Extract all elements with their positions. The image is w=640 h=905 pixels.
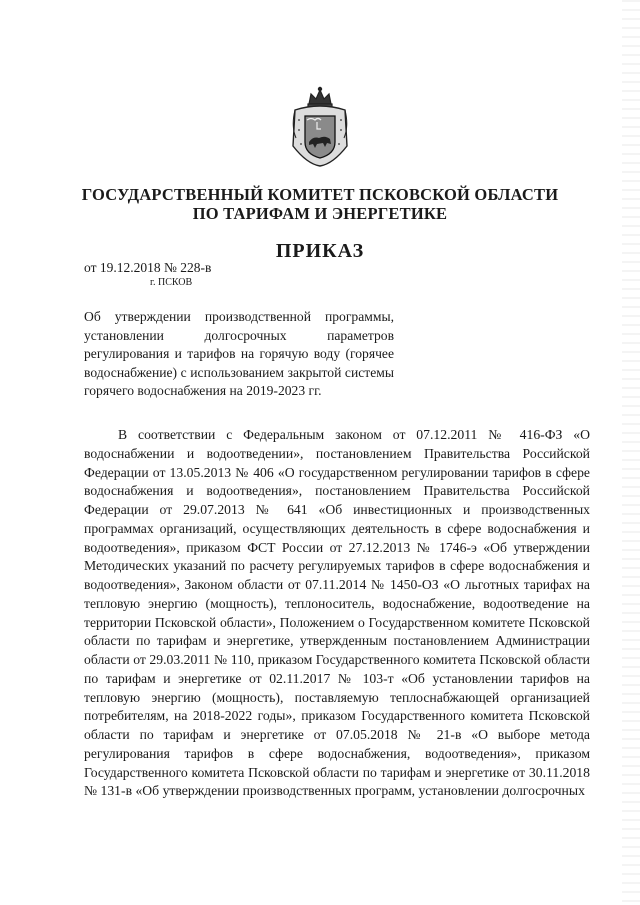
order-date-number: от 19.12.2018 № 228-в bbox=[84, 260, 212, 275]
committee-name bbox=[60, 185, 580, 223]
body-paragraph: В соответствии с Федеральным законом от 07.12.2011 № 416-ФЗ «О водоснабжении и водоотведении», постановлением Правительства Российской Федерации от 13.05.2013 № 406 «О государственном регулировании тарифов в сфере водоснабжения и водоотведения», постановлением Правительства Российской Федерации от 29.07.2013 № 641 «Об инвестиционных и производственных программах организаций, осуществляющих деятельность в сфере водоснабжения и водоотведения», приказом ФСТ России от 27.12.2013 № 1746-э «Об утверждении Методических указаний по расчету регулируемых тарифов в сфере водоснабжения и водоотведения», Законом области от 07.11.2014 № 1450-ОЗ «О льготных тарифах на тепловую энергию (мощность), теплоноситель, водоснабжение, водоотведение на территории Псковской области», Положением о Государственном комитете Псковской области по тарифам и энергетике, утвержденным постановлением Администрации области от 29.03.2011 № 110, приказом Государственного комитета Псковской области по тарифам и энергетике от 02.11.2017 № 103-т «Об установлении тарифов на тепловую энергию (мощность), поставляемую теплоснабжающей организацией потребителям, на 2018-2022 годы», приказом Государственного комитета Псковской области по тарифам и энергетике от 07.05.2018 № 21-в «О выборе метода регулирования тарифов в сфере водоснабжения, водоотведения», приказом Государственного комитета Псковской области по тарифам и энергетике от 30.11.2018 № 131-в «Об утверждении производственных программ, установлении долгосрочных bbox=[84, 427, 590, 799]
committee-name-line1: ГОСУДАРСТВЕННЫЙ КОМИТЕТ ПСКОВСКОЙ ОБЛАСТИ bbox=[81, 185, 559, 204]
committee-name-line2: ПО ТАРИФАМ И ЭНЕРГЕТИКЕ bbox=[192, 204, 448, 223]
scan-edge-artifact bbox=[622, 0, 640, 905]
pskov-coat-of-arms-icon bbox=[287, 86, 353, 168]
order-city: г. ПСКОВ bbox=[150, 277, 193, 288]
order-subject: Об утверждении производственной программы, установлении долгосрочных параметров регулирования и тарифов на горячую воду (горячее водоснабжение) с использованием закрытой системы горячего водоснабжения на 2019-2023 гг. bbox=[84, 309, 394, 398]
document-type-title: ПРИКАЗ bbox=[275, 240, 365, 262]
